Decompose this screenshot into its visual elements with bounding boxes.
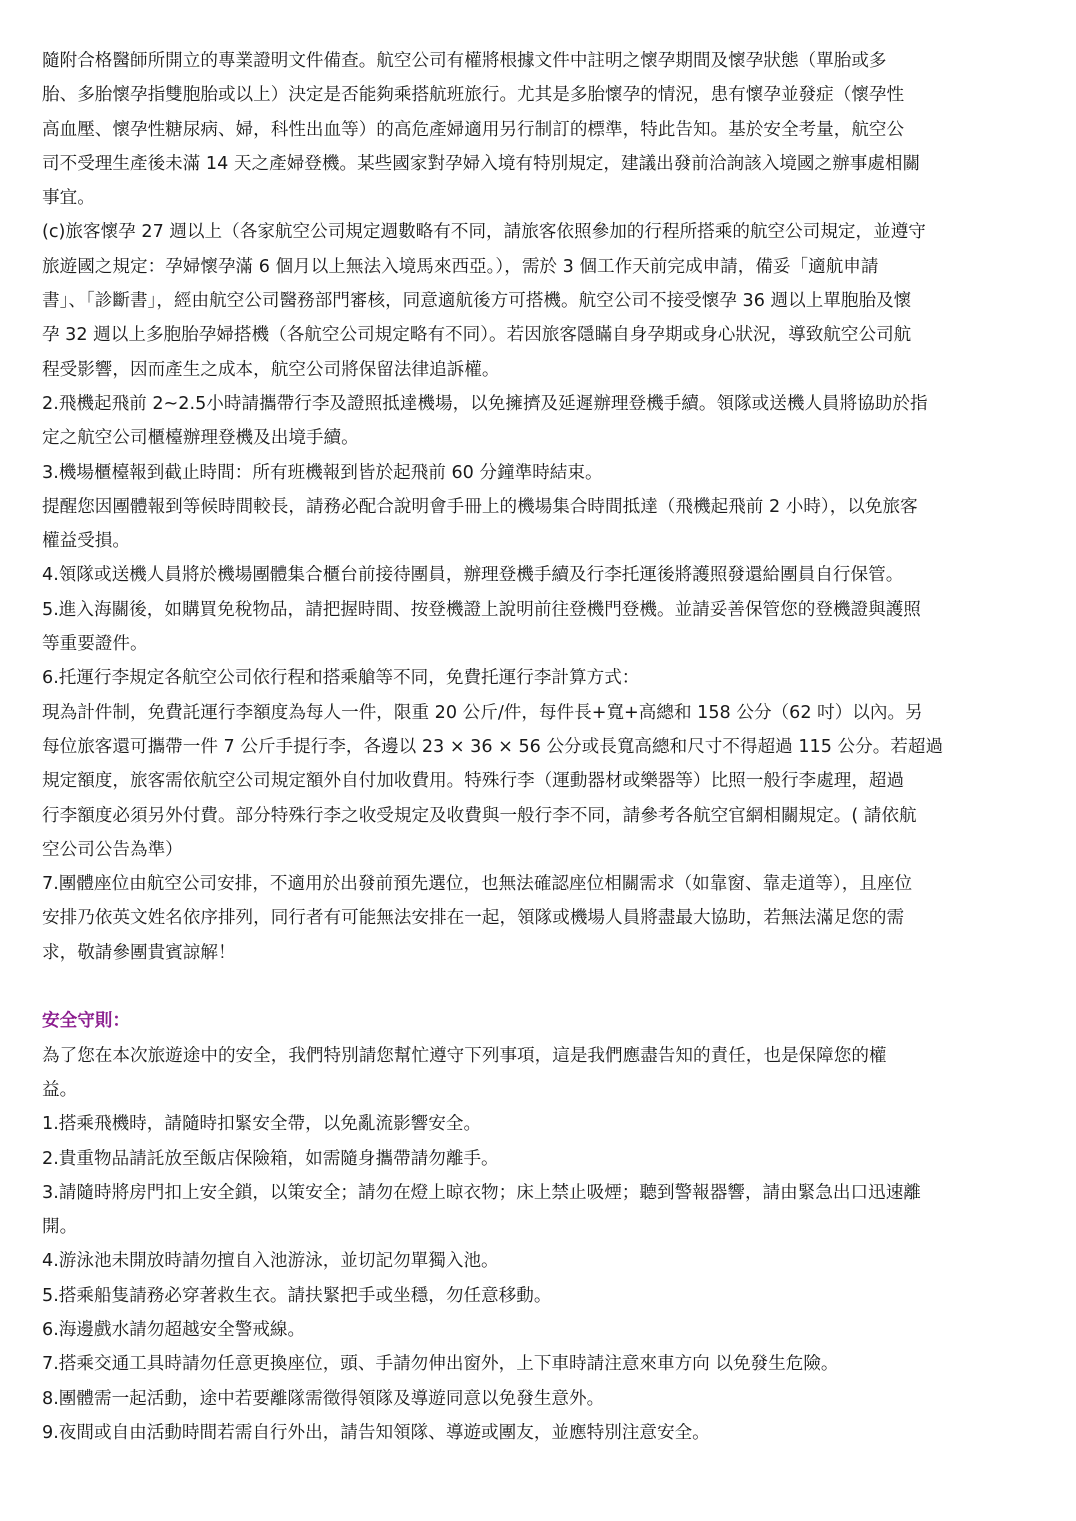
notice-line: 程受影響，因而產生之成本，航空公司將保留法律追訴權。 <box>42 359 500 380</box>
safety-line: 4.游泳池未開放時請勿擅自入池游泳，並切記勿單獨入池。 <box>42 1251 499 1272</box>
safety-line: 8.團體需一起活動，途中若要離隊需徵得領隊及導遊同意以免發生意外。 <box>42 1388 605 1409</box>
notice-section <box>42 44 1038 970</box>
notice-line: 現為計件制，免費託運行李額度為每人一件，限重 20 公斤/件，每件長+寬+高總和 158 公分（62 吋）以內。另 <box>42 702 923 723</box>
notice-line: 空公司公告為準） <box>42 839 183 860</box>
safety-line: 為了您在本次旅遊途中的安全，我們特別請您幫忙遵守下列事項，這是我們應盡告知的責任，也是保障您的權 <box>42 1045 887 1066</box>
safety-line: 9.夜間或自由活動時間若需自行外出，請告知領隊、導遊或團友，並應特別注意安全。 <box>42 1422 710 1443</box>
notice-line: 定之航空公司櫃檯辦理登機及出境手續。 <box>42 428 359 449</box>
notice-line: 每位旅客還可攜帶一件 7 公斤手提行李，各邊以 23 × 36 × 56 公分或長寬高總和尺寸不得超過 115 公分。若超過 <box>42 736 944 757</box>
safety-section <box>42 1004 1038 1450</box>
document-page <box>42 44 1038 1450</box>
notice-line: 7.團體座位由航空公司安排，不適用於出發前預先選位，也無法確認座位相關需求（如靠窗、靠走道等），且座位 <box>42 874 913 895</box>
notice-line: 5.進入海關後，如購買免稅物品，請把握時間、按登機證上說明前往登機門登機。並請妥善保管您的登機證與護照 <box>42 599 921 620</box>
notice-line: 2.飛機起飛前 2~2.5小時請攜帶行李及證照抵達機場，以免擁擠及延遲辦理登機手續。領隊或送機人員將協助於指 <box>42 393 928 414</box>
safety-line: 開。 <box>42 1217 78 1238</box>
notice-line: 等重要證件。 <box>42 634 148 655</box>
notice-line: 司不受理生產後未滿 14 天之產婦登機。某些國家對孕婦入境有特別規定，建議出發前洽詢該入境國之辦事處相關 <box>42 153 921 174</box>
notice-line: 事宜。 <box>42 188 95 209</box>
safety-line: 1.搭乘飛機時，請隨時扣緊安全帶，以免亂流影響安全。 <box>42 1114 482 1135</box>
safety-title: 安全守則： <box>42 1011 130 1032</box>
notice-line: 6.托運行李規定各航空公司依行程和搭乘艙等不同，免費托運行李計算方式： <box>42 668 640 689</box>
safety-line: 益。 <box>42 1079 78 1100</box>
safety-line: 7.搭乘交通工具時請勿任意更換座位，頭、手請勿伸出窗外，上下車時請注意來車方向 以免發生危險。 <box>42 1354 839 1375</box>
notice-line: (c)旅客懷孕 27 週以上（各家航空公司規定週數略有不同，請旅客依照參加的行程所搭乘的航空公司規定，並遵守 <box>42 222 926 243</box>
notice-line: 旅遊國之規定：孕婦懷孕滿 6 個月以上無法入境馬來西亞。），需於 3 個工作天前完成申請，備妥「適航申請 <box>42 256 879 277</box>
notice-line: 書」、「診斷書」，經由航空公司醫務部門審核，同意適航後方可搭機。航空公司不接受懷孕 36 週以上單胞胎及懷 <box>42 291 912 312</box>
notice-line: 求，敬請參團貴賓諒解！ <box>42 942 236 963</box>
notice-line: 行李額度必須另外付費。部分特殊行李之收受規定及收費與一般行李不同，請參考各航空官網相關規定。( 請依航 <box>42 805 917 826</box>
notice-line: 3.機場櫃檯報到截止時間：所有班機報到皆於起飛前 60 分鐘準時結束。 <box>42 462 603 483</box>
safety-line: 2.貴重物品請託放至飯店保險箱，如需隨身攜帶請勿離手。 <box>42 1148 499 1169</box>
notice-line: 規定額度，旅客需依航空公司規定額外自付加收費用。特殊行李（運動器材或樂器等）比照一般行李處理，超過 <box>42 771 905 792</box>
notice-line: 高血壓、懷孕性糖尿病、婦，科性出血等）的高危產婦適用另行制訂的標準，特此告知。基於安全考量，航空公 <box>42 119 905 140</box>
notice-line: 4.領隊或送機人員將於機場團體集合櫃台前接待團員，辦理登機手續及行李托運後將護照發還給團員自行保管。 <box>42 565 904 586</box>
notice-line: 孕 32 週以上多胞胎孕婦搭機（各航空公司規定略有不同）。若因旅客隱瞞自身孕期或身心狀況，導致航空公司航 <box>42 325 912 346</box>
safety-line: 6.海邊戲水請勿超越安全警戒線。 <box>42 1319 306 1340</box>
safety-line: 5.搭乘船隻請務必穿著救生衣。請扶緊把手或坐穩，勿任意移動。 <box>42 1285 552 1306</box>
safety-line: 3.請隨時將房門扣上安全鎖，以策安全；請勿在燈上晾衣物；床上禁止吸煙；聽到警報器響，請由緊急出口迅速離 <box>42 1182 921 1203</box>
notice-line: 隨附合格醫師所開立的專業證明文件備查。航空公司有權將根據文件中註明之懷孕期間及懷孕狀態（單胎或多 <box>42 51 887 71</box>
section-spacer <box>42 970 1038 1004</box>
notice-line: 權益受損。 <box>42 531 130 552</box>
notice-line: 安排乃依英文姓名依序排列，同行者有可能無法安排在一起，領隊或機場人員將盡最大協助，若無法滿足您的需 <box>42 908 905 929</box>
notice-line: 胎、多胎懷孕指雙胞胎或以上）決定是否能夠乘搭航班旅行。尤其是多胎懷孕的情況，患有懷孕並發症（懷孕性 <box>42 85 905 106</box>
notice-line: 提醒您因團體報到等候時間較長，請務必配合說明會手冊上的機場集合時間抵達（飛機起飛前 2 小時），以免旅客 <box>42 496 918 517</box>
